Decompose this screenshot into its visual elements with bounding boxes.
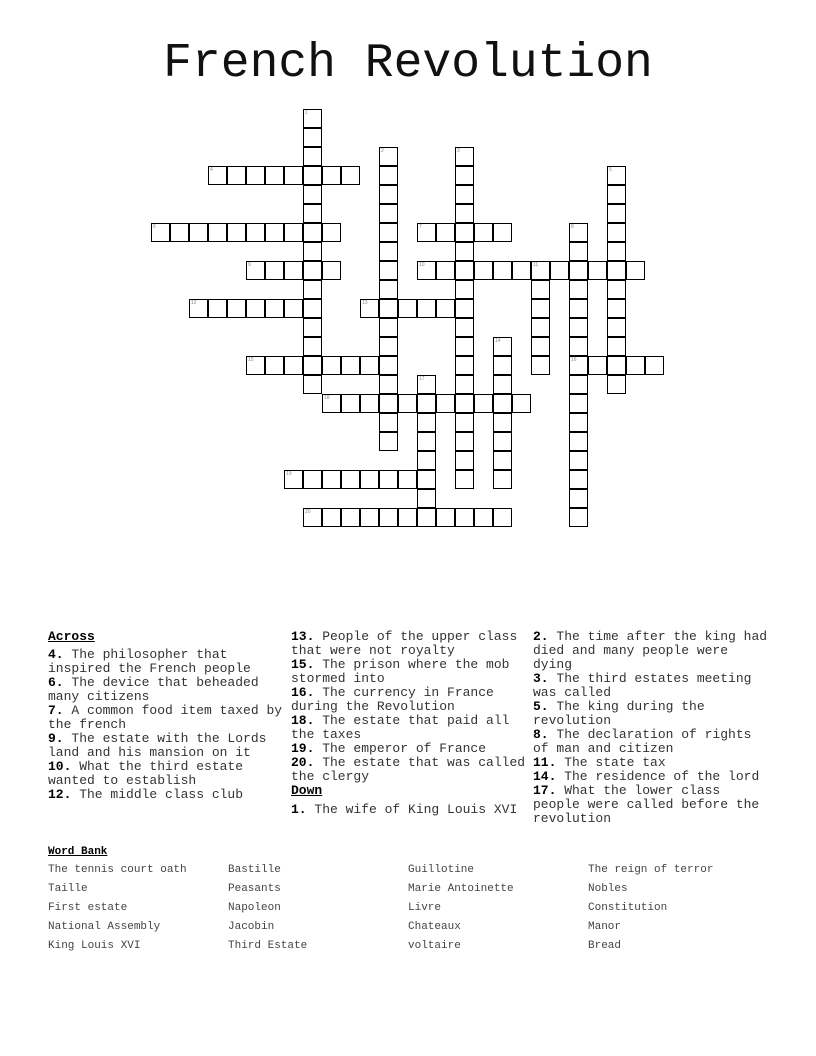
grid-cell[interactable] <box>379 375 398 394</box>
grid-cell[interactable] <box>417 299 436 318</box>
grid-cell[interactable] <box>455 204 474 223</box>
clue-across-13: 13. People of the upper class that were not royalty <box>291 629 518 658</box>
down-heading: Down <box>291 783 323 798</box>
clue-number: 2 <box>381 148 384 154</box>
grid-cell[interactable] <box>398 470 417 489</box>
grid-cell[interactable] <box>569 223 588 242</box>
grid-cell[interactable] <box>417 375 436 394</box>
grid-cell[interactable] <box>322 166 341 185</box>
grid-cell[interactable] <box>208 166 227 185</box>
clue-down-1: 1. The wife of King Louis XVI <box>291 802 518 817</box>
grid-cell[interactable] <box>284 223 303 242</box>
word-bank-item: Manor <box>588 921 622 933</box>
grid-cell[interactable] <box>322 261 341 280</box>
grid-cell[interactable] <box>417 470 436 489</box>
clue-number: 7 <box>419 224 422 230</box>
grid-cell[interactable] <box>493 413 512 432</box>
clue-across-15: 15. The prison where the mob stormed into <box>291 657 510 686</box>
grid-cell[interactable] <box>303 337 322 356</box>
grid-cell[interactable] <box>360 508 379 527</box>
grid-cell[interactable] <box>170 223 189 242</box>
clue-number: 8 <box>571 224 574 230</box>
grid-cell[interactable] <box>607 166 626 185</box>
grid-cell[interactable] <box>455 185 474 204</box>
grid-cell[interactable] <box>607 204 626 223</box>
grid-cell[interactable] <box>455 147 474 166</box>
grid-cell[interactable] <box>303 166 322 185</box>
grid-cell[interactable] <box>303 147 322 166</box>
grid-cell[interactable] <box>493 432 512 451</box>
word-bank-item: Nobles <box>588 883 628 895</box>
grid-cell[interactable] <box>569 413 588 432</box>
grid-cell[interactable] <box>303 185 322 204</box>
grid-cell[interactable] <box>341 508 360 527</box>
grid-cell[interactable] <box>455 223 474 242</box>
grid-cell[interactable] <box>379 413 398 432</box>
grid-cell[interactable] <box>455 375 474 394</box>
grid-cell[interactable] <box>455 166 474 185</box>
word-bank-item: Third Estate <box>228 940 308 952</box>
grid-cell[interactable] <box>417 489 436 508</box>
clue-across-19: 19. The emperor of France <box>291 741 487 756</box>
grid-cell[interactable] <box>493 375 512 394</box>
grid-cell[interactable] <box>360 394 379 413</box>
grid-cell[interactable] <box>303 109 322 128</box>
grid-cell[interactable] <box>588 356 607 375</box>
grid-cell[interactable] <box>265 261 284 280</box>
grid-cell[interactable] <box>455 318 474 337</box>
grid-cell[interactable] <box>379 223 398 242</box>
clue-number: 9 <box>248 262 251 268</box>
word-bank-item: Jacobin <box>228 921 275 933</box>
clue-number: 11 <box>533 262 539 268</box>
grid-cell[interactable] <box>322 508 341 527</box>
grid-cell[interactable] <box>607 185 626 204</box>
clue-down-2: 2. The time after the king had died and many people were dying <box>533 629 768 672</box>
grid-cell[interactable] <box>607 223 626 242</box>
word-bank-item: Marie Antoinette <box>408 883 514 895</box>
grid-cell[interactable] <box>246 166 265 185</box>
clue-across-6: 6. The device that beheaded many citizens <box>48 675 259 704</box>
grid-cell[interactable] <box>569 394 588 413</box>
word-bank-item: Bastille <box>228 864 281 876</box>
grid-cell[interactable] <box>417 413 436 432</box>
grid-cell[interactable] <box>436 299 455 318</box>
grid-cell[interactable] <box>474 223 493 242</box>
grid-cell[interactable] <box>436 261 455 280</box>
grid-cell[interactable] <box>379 185 398 204</box>
grid-cell[interactable] <box>322 223 341 242</box>
grid-cell[interactable] <box>284 261 303 280</box>
clue-number: 12 <box>191 300 197 306</box>
clue-across-18: 18. The estate that paid all the taxes <box>291 713 510 742</box>
grid-cell[interactable] <box>455 261 474 280</box>
grid-cell[interactable] <box>493 470 512 489</box>
grid-cell[interactable] <box>512 394 531 413</box>
grid-cell[interactable] <box>379 261 398 280</box>
grid-cell[interactable] <box>360 356 379 375</box>
grid-cell[interactable] <box>189 299 208 318</box>
clue-number: 10 <box>419 262 425 268</box>
grid-cell[interactable] <box>607 318 626 337</box>
grid-cell[interactable] <box>645 356 664 375</box>
clue-number: 18 <box>324 395 330 401</box>
grid-cell[interactable] <box>531 356 550 375</box>
grid-cell[interactable] <box>531 318 550 337</box>
grid-cell[interactable] <box>455 337 474 356</box>
grid-cell[interactable] <box>379 166 398 185</box>
clue-number: 20 <box>305 509 311 515</box>
grid-cell[interactable] <box>569 489 588 508</box>
grid-cell[interactable] <box>493 337 512 356</box>
grid-cell[interactable] <box>284 470 303 489</box>
grid-cell[interactable] <box>398 299 417 318</box>
grid-cell[interactable] <box>303 261 322 280</box>
grid-cell[interactable] <box>265 166 284 185</box>
clue-number: 3 <box>457 148 460 154</box>
grid-cell[interactable] <box>379 356 398 375</box>
word-bank-item: Napoleon <box>228 902 281 914</box>
grid-cell[interactable] <box>227 223 246 242</box>
grid-cell[interactable] <box>512 261 531 280</box>
grid-cell[interactable] <box>588 261 607 280</box>
clue-number: 19 <box>286 471 292 477</box>
word-bank-item: Chateaux <box>408 921 461 933</box>
word-bank-item: voltaire <box>408 940 461 952</box>
clue-number: 13 <box>362 300 368 306</box>
grid-cell[interactable] <box>569 432 588 451</box>
grid-cell[interactable] <box>208 299 227 318</box>
across-heading: Across <box>48 629 95 644</box>
grid-cell[interactable] <box>455 280 474 299</box>
grid-cell[interactable] <box>493 394 512 413</box>
clue-across-20: 20. The estate that was called the clergy <box>291 755 526 784</box>
grid-cell[interactable] <box>379 394 398 413</box>
word-bank-item: Peasants <box>228 883 281 895</box>
clue-number: 15 <box>248 357 254 363</box>
clue-number: 16 <box>571 357 577 363</box>
grid-cell[interactable] <box>379 318 398 337</box>
word-bank-item: First estate <box>48 902 128 914</box>
grid-cell[interactable] <box>531 261 550 280</box>
grid-cell[interactable] <box>379 508 398 527</box>
grid-cell[interactable] <box>569 242 588 261</box>
word-bank-item: The tennis court oath <box>48 864 187 876</box>
grid-cell[interactable] <box>341 394 360 413</box>
page-title: French Revolution <box>163 37 653 91</box>
grid-cell[interactable] <box>398 508 417 527</box>
grid-cell[interactable] <box>341 470 360 489</box>
grid-cell[interactable] <box>455 470 474 489</box>
word-bank <box>48 864 788 959</box>
grid-cell[interactable] <box>417 508 436 527</box>
clue-across-10: 10. What the third estate wanted to establish <box>48 759 244 788</box>
grid-cell[interactable] <box>493 261 512 280</box>
grid-cell[interactable] <box>379 470 398 489</box>
word-bank-heading: Word Bank <box>48 846 108 858</box>
word-bank-item: Constitution <box>588 902 668 914</box>
grid-cell[interactable] <box>379 337 398 356</box>
clue-down-14: 14. The residence of the lord <box>533 769 760 784</box>
clue-number: 1 <box>305 110 308 116</box>
grid-cell[interactable] <box>284 299 303 318</box>
grid-cell[interactable] <box>379 204 398 223</box>
grid-cell[interactable] <box>246 299 265 318</box>
grid-cell[interactable] <box>360 470 379 489</box>
grid-cell[interactable] <box>341 166 360 185</box>
grid-cell[interactable] <box>246 223 265 242</box>
clue-number: 14 <box>495 338 501 344</box>
grid-cell[interactable] <box>379 147 398 166</box>
grid-cell[interactable] <box>455 432 474 451</box>
grid-cell[interactable] <box>493 451 512 470</box>
clue-down-8: 8. The declaration of rights of man and citizen <box>533 727 752 756</box>
grid-cell[interactable] <box>626 356 645 375</box>
grid-cell[interactable] <box>379 242 398 261</box>
grid-cell[interactable] <box>322 394 341 413</box>
word-bank-item: National Assembly <box>48 921 161 933</box>
grid-cell[interactable] <box>265 299 284 318</box>
grid-cell[interactable] <box>493 356 512 375</box>
clue-across-4: 4. The philosopher that inspired the French people <box>48 647 251 676</box>
grid-cell[interactable] <box>417 451 436 470</box>
grid-cell[interactable] <box>569 508 588 527</box>
grid-cell[interactable] <box>436 394 455 413</box>
clues-column-1 <box>48 630 283 802</box>
grid-cell[interactable] <box>417 394 436 413</box>
grid-cell[interactable] <box>436 223 455 242</box>
grid-cell[interactable] <box>455 508 474 527</box>
grid-cell[interactable] <box>607 261 626 280</box>
clue-down-11: 11. The state tax <box>533 755 666 770</box>
clues-column-3 <box>533 630 773 826</box>
clue-number: 6 <box>153 224 156 230</box>
grid-cell[interactable] <box>569 280 588 299</box>
word-bank-item: King Louis XVI <box>48 940 141 952</box>
grid-cell[interactable] <box>455 413 474 432</box>
grid-cell[interactable] <box>569 318 588 337</box>
grid-cell[interactable] <box>455 394 474 413</box>
grid-cell[interactable] <box>569 356 588 375</box>
grid-cell[interactable] <box>569 261 588 280</box>
grid-cell[interactable] <box>379 280 398 299</box>
word-bank-item: Guillotine <box>408 864 475 876</box>
grid-cell[interactable] <box>569 337 588 356</box>
grid-cell[interactable] <box>303 318 322 337</box>
grid-cell[interactable] <box>436 508 455 527</box>
grid-cell[interactable] <box>474 394 493 413</box>
grid-cell[interactable] <box>455 299 474 318</box>
grid-cell[interactable] <box>455 356 474 375</box>
word-bank-item: Livre <box>408 902 442 914</box>
clue-down-5: 5. The king during the revolution <box>533 699 705 728</box>
grid-cell[interactable] <box>303 280 322 299</box>
clue-down-17: 17. What the lower class people were called before the revolution <box>533 783 760 826</box>
grid-cell[interactable] <box>569 470 588 489</box>
grid-cell[interactable] <box>417 432 436 451</box>
crossword-grid <box>151 109 751 549</box>
clue-across-12: 12. The middle class club <box>48 787 244 802</box>
grid-cell[interactable] <box>569 451 588 470</box>
grid-cell[interactable] <box>360 299 379 318</box>
grid-cell[interactable] <box>379 432 398 451</box>
clue-across-16: 16. The currency in France during the Revolution <box>291 685 494 714</box>
grid-cell[interactable] <box>569 299 588 318</box>
grid-cell[interactable] <box>417 223 436 242</box>
word-bank-item: The reign of terror <box>588 864 714 876</box>
grid-cell[interactable] <box>626 261 645 280</box>
grid-cell[interactable] <box>303 470 322 489</box>
grid-cell[interactable] <box>531 299 550 318</box>
grid-cell[interactable] <box>227 166 246 185</box>
grid-cell[interactable] <box>246 356 265 375</box>
clue-across-9: 9. The estate with the Lords land and his mansion on it <box>48 731 267 760</box>
grid-cell[interactable] <box>607 242 626 261</box>
clue-down-3: 3. The third estates meeting was called <box>533 671 752 700</box>
grid-cell[interactable] <box>474 508 493 527</box>
grid-cell[interactable] <box>607 356 626 375</box>
grid-cell[interactable] <box>493 223 512 242</box>
grid-cell[interactable] <box>455 242 474 261</box>
grid-cell[interactable] <box>303 128 322 147</box>
grid-cell[interactable] <box>322 356 341 375</box>
clue-number: 4 <box>210 167 213 173</box>
grid-cell[interactable] <box>341 356 360 375</box>
grid-cell[interactable] <box>607 280 626 299</box>
grid-cell[interactable] <box>550 261 569 280</box>
grid-cell[interactable] <box>474 261 493 280</box>
grid-cell[interactable] <box>303 223 322 242</box>
grid-cell[interactable] <box>398 394 417 413</box>
grid-cell[interactable] <box>284 166 303 185</box>
grid-cell[interactable] <box>607 337 626 356</box>
clue-number: 5 <box>609 167 612 173</box>
grid-cell[interactable] <box>246 261 265 280</box>
grid-cell[interactable] <box>151 223 170 242</box>
grid-cell[interactable] <box>189 223 208 242</box>
grid-cell[interactable] <box>569 375 588 394</box>
grid-cell[interactable] <box>284 356 303 375</box>
grid-cell[interactable] <box>265 223 284 242</box>
clues-column-2 <box>291 630 529 817</box>
grid-cell[interactable] <box>417 261 436 280</box>
grid-cell[interactable] <box>265 356 284 375</box>
grid-cell[interactable] <box>208 223 227 242</box>
grid-cell[interactable] <box>303 375 322 394</box>
grid-cell[interactable] <box>303 299 322 318</box>
grid-cell[interactable] <box>303 204 322 223</box>
grid-cell[interactable] <box>303 242 322 261</box>
grid-cell[interactable] <box>379 299 398 318</box>
grid-cell[interactable] <box>303 356 322 375</box>
grid-cell[interactable] <box>322 470 341 489</box>
clue-across-7: 7. A common food item taxed by the french <box>48 703 283 732</box>
word-bank-item: Bread <box>588 940 622 952</box>
grid-cell[interactable] <box>303 508 322 527</box>
grid-cell[interactable] <box>227 299 246 318</box>
grid-cell[interactable] <box>531 280 550 299</box>
grid-cell[interactable] <box>607 299 626 318</box>
grid-cell[interactable] <box>455 451 474 470</box>
word-bank-item: Taille <box>48 883 88 895</box>
grid-cell[interactable] <box>607 375 626 394</box>
clue-number: 17 <box>419 376 425 382</box>
grid-cell[interactable] <box>493 508 512 527</box>
grid-cell[interactable] <box>531 337 550 356</box>
